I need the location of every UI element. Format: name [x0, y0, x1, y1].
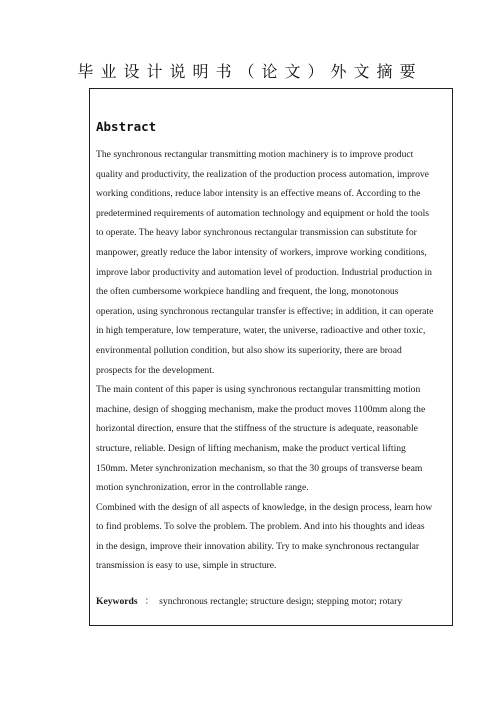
- abstract-line: transmission is easy to use, simple in structure.: [96, 560, 277, 572]
- abstract-line: prospects for the development.: [96, 364, 215, 376]
- abstract-line: machine, design of shogging mechanism, make the product moves 1100mm along the: [96, 403, 426, 415]
- abstract-line: operation, using synchronous rectangular transfer is effective; in addition, it can operate: [96, 305, 434, 317]
- abstract-line: 150mm. Meter synchronization mechanism, so that the 30 groups of transverse beam: [96, 462, 423, 474]
- abstract-line: improve labor productivity and automation level of production. Industrial production in: [96, 266, 432, 278]
- abstract-line: horizontal direction, ensure that the stiffness of the structure is adequate, reasonable: [96, 423, 418, 435]
- abstract-line: in high temperature, low temperature, water, the universe, radioactive and other toxic,: [96, 325, 426, 337]
- keywords-label: Keywords: [96, 596, 138, 607]
- abstract-line: environmental pollution condition, but also show its superiority, there are broad: [96, 344, 402, 356]
- abstract-line: in the design, improve their innovation ability. Try to make synchronous rectangular: [96, 540, 420, 552]
- abstract-line: manpower, greatly reduce the labor intensity of workers, improve working conditions,: [96, 246, 427, 258]
- abstract-line: structure, reliable. Design of lifting mechanism, make the product vertical lifting: [96, 442, 406, 454]
- abstract-line: Combined with the design of all aspects of knowledge, in the design process, learn how: [96, 501, 433, 513]
- abstract-line: the often cumbersome workpiece handling and frequent, the long, monotonous: [96, 286, 399, 298]
- abstract-line: to operate. The heavy labor synchronous rectangular transmission can substitute for: [96, 227, 417, 239]
- keywords-text: synchronous rectangle; structure design; stepping motor; rotary: [159, 596, 403, 607]
- abstract-heading: Abstract: [96, 119, 157, 134]
- abstract-line: to find problems. To solve the problem. The problem. And into his thoughts and ideas: [96, 521, 425, 533]
- keywords-line: [96, 594, 402, 610]
- abstract-body: [96, 145, 448, 576]
- abstract-line: working conditions, reduce labor intensity is an effective means of. According to the: [96, 188, 421, 200]
- abstract-line: The main content of this paper is using synchronous rectangular transmitting motion: [96, 384, 421, 396]
- abstract-line: The synchronous rectangular transmitting motion machinery is to improve product: [96, 149, 414, 160]
- abstract-line: motion synchronization, error in the controllable range.: [96, 482, 309, 494]
- abstract-line: predetermined requirements of automation technology and equipment or hold the tools: [96, 207, 430, 219]
- page-title: 毕业设计说明书（论文）外文摘要: [77, 62, 423, 81]
- keywords-separator: ：: [144, 596, 155, 607]
- abstract-line: quality and productivity, the realization of the production process automation, improve: [96, 168, 429, 180]
